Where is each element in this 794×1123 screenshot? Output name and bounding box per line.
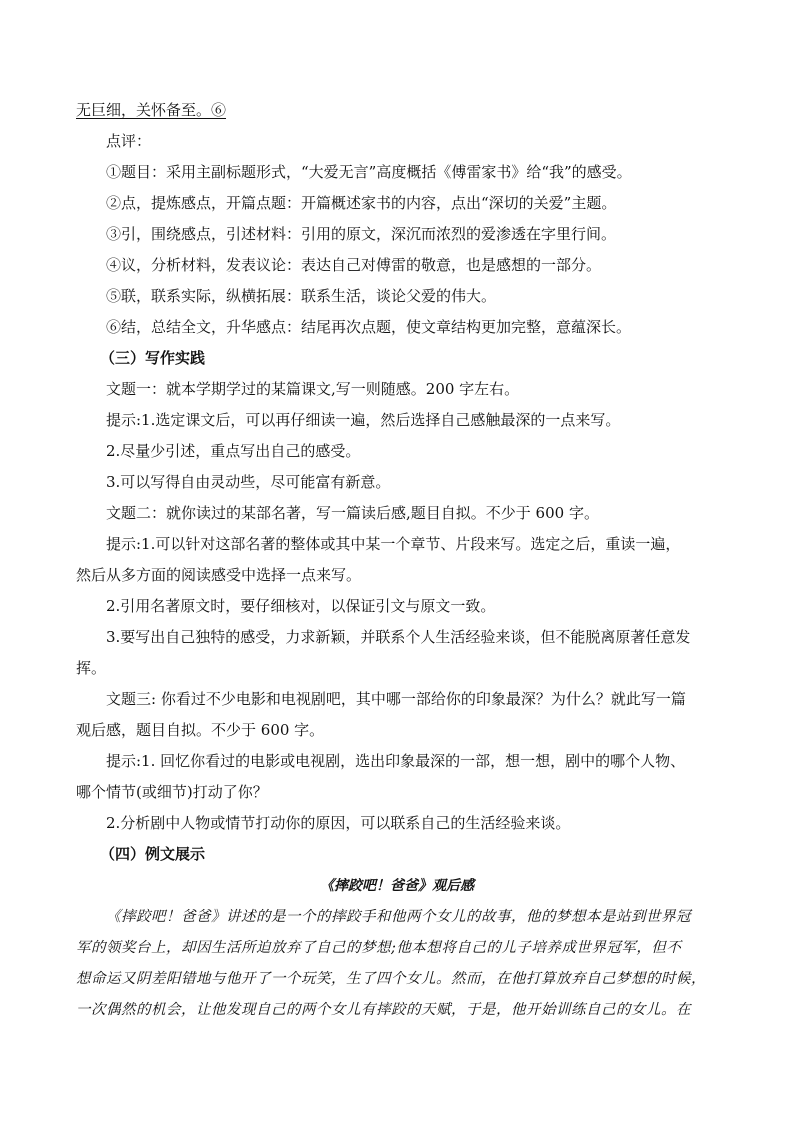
comments-label: 点评： (106, 132, 152, 150)
topic-two-hint: 3.要写出自己独特的感受，力求新颖，并联系个人生活经验来谈，但不能脱离原著任意发 (106, 628, 691, 646)
comment-item: ⑥结，总结全文，升华感点：结尾再次点题，使文章结构更加完整，意蕴深长。 (106, 318, 632, 336)
section-heading-example: （四）例文展示 (100, 845, 206, 863)
comment-item: ③引，围绕感点，引述材料：引用的原文，深沉而浓烈的爱渗透在字里行间。 (106, 225, 617, 243)
continuation-text: 无巨细，关怀备至。⑥ (76, 101, 227, 119)
topic-two-hint: 2.引用名著原文时，要仔细核对，以保证引文与原文一致。 (106, 597, 496, 615)
topic-one-hint: 3.可以写得自由灵动些，尽可能富有新意。 (106, 473, 391, 491)
essay-line: 军的领奖台上，却因生活所迫放弃了自己的梦想;他本想将自己的儿子培养成世界冠军，但不 (76, 940, 682, 956)
topic-two-hint-continued: 然后从多方面的阅读感受中选择一点来写。 (76, 566, 362, 584)
topic-two: 文题二：就你读过的某部名著，写一篇读后感,题目自拟。不少于 600 字。 (106, 504, 599, 522)
topic-three-hint-continued: 哪个情节(或细节)打动了你？ (76, 783, 268, 801)
comment-item: ⑤联，联系实际，纵横拓展：联系生活，谈论父爱的伟大。 (106, 287, 497, 305)
topic-three-continued: 观后感，题目自拟。不少于 600 字。 (76, 721, 325, 739)
topic-one-hint: 提示:1.选定课文后，可以再仔细读一遍，然后选择自己感触最深的一点来写。 (106, 411, 621, 429)
section-heading-practice: （三）写作实践 (100, 349, 206, 367)
comment-item: ②点，提炼感点，开篇点题：开篇概述家书的内容，点出“深切的关爱”主题。 (106, 194, 617, 212)
essay-line: 想命运又阴差阳错地与他开了一个玩笑，生了四个女儿。然而，在他打算放弃自己梦想的时候， (76, 971, 706, 987)
topic-one: 文题一：就本学期学过的某篇课文,写一则随感。200 字左右。 (106, 380, 520, 398)
topic-one-hint: 2.尽量少引述，重点写出自己的感受。 (106, 442, 361, 460)
topic-three-hint: 2.分析剧中人物或情节打动你的原因，可以联系自己的生活经验来谈。 (106, 814, 571, 832)
topic-two-hint: 提示:1.可以针对这部名著的整体或其中某一个章节、片段来写。选定之后，重读一遍， (106, 535, 681, 553)
comment-item: ④议，分析材料，发表议论：表达自己对傅雷的敬意，也是感想的一部分。 (106, 256, 602, 274)
essay-title: 《摔跤吧！爸爸》观后感 (320, 878, 474, 894)
topic-two-hint-continued: 挥。 (76, 659, 107, 677)
topic-three: 文题三: 你看过不少电影和电视剧吧，其中哪一部给你的印象最深？为什么？就此写一篇 (106, 690, 686, 708)
comment-item: ①题目：采用主副标题形式，“大爱无言”高度概括《傅雷家书》给“我”的感受。 (106, 163, 632, 181)
topic-three-hint: 提示:1. 回忆你看过的电影或电视剧，选出印象最深的一部，想一想，剧中的哪个人物、 (106, 752, 686, 770)
essay-line: 《摔跤吧！爸爸》讲述的是一个的摔跤手和他两个女儿的故事，他的梦想本是站到世界冠 (106, 909, 691, 925)
essay-line: 一次偶然的机会，让他发现自己的两个女儿有摔跤的天赋，于是，他开始训练自己的女儿。在 (76, 1002, 691, 1018)
